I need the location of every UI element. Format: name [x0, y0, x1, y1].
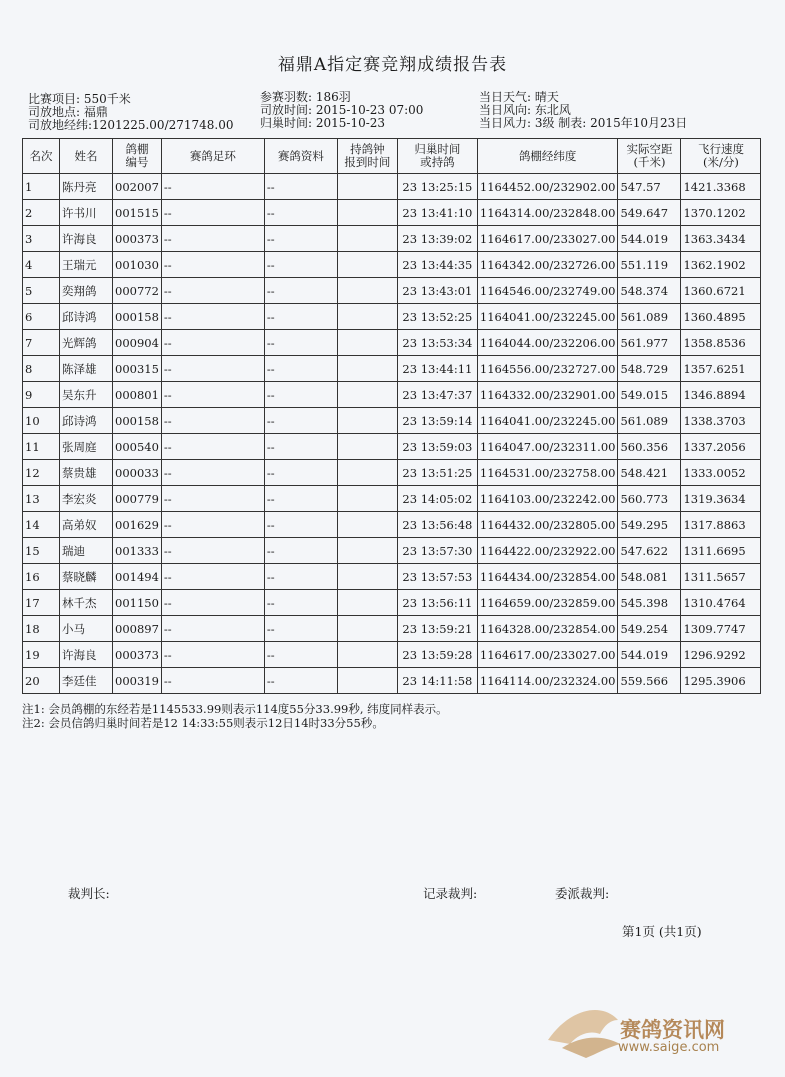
- table-row: [23, 226, 761, 252]
- table-cell: 561.089: [618, 408, 681, 434]
- table-row: [23, 408, 761, 434]
- table-cell: 1164103.00/232242.00: [477, 486, 618, 512]
- table-cell: [337, 278, 397, 304]
- note-1: 注1: 会员鸽棚的东经若是1145533.99则表示114度55分33.99秒, 纬度同样表示。: [22, 702, 448, 716]
- table-cell: --: [264, 512, 337, 538]
- table-cell: --: [161, 434, 264, 460]
- table-cell: --: [264, 278, 337, 304]
- table-cell: [337, 330, 397, 356]
- table-cell: 20: [23, 668, 60, 694]
- table-cell: 551.119: [618, 252, 681, 278]
- table-cell: 23 13:57:30: [397, 538, 477, 564]
- table-cell: 1164556.00/232727.00: [477, 356, 618, 382]
- table-row: [23, 304, 761, 330]
- table-cell: 23 13:59:28: [397, 642, 477, 668]
- table-cell: 10: [23, 408, 60, 434]
- table-cell: 23 13:39:02: [397, 226, 477, 252]
- table-row: [23, 356, 761, 382]
- table-cell: --: [264, 486, 337, 512]
- table-cell: 1317.8863: [681, 512, 761, 538]
- table-cell: 1310.4764: [681, 590, 761, 616]
- table-cell: 23 13:47:37: [397, 382, 477, 408]
- table-cell: 000033: [113, 460, 162, 486]
- table-cell: 001333: [113, 538, 162, 564]
- table-row: [23, 252, 761, 278]
- table-cell: [337, 616, 397, 642]
- table-cell: [337, 642, 397, 668]
- table-row: [23, 460, 761, 486]
- meta-item: 归巢时间: 2015-10-23: [260, 116, 386, 130]
- watermark-url: www.saige.com: [618, 1040, 720, 1055]
- table-cell: 陈丹亮: [60, 174, 113, 200]
- table-cell: 1164047.00/232311.00: [477, 434, 618, 460]
- column-header: 赛鸽资料: [264, 139, 337, 174]
- table-cell: 1358.8536: [681, 330, 761, 356]
- table-cell: 23 13:59:21: [397, 616, 477, 642]
- table-cell: 000779: [113, 486, 162, 512]
- table-cell: 16: [23, 564, 60, 590]
- table-cell: 1164546.00/232749.00: [477, 278, 618, 304]
- table-cell: 548.081: [618, 564, 681, 590]
- table-cell: 000540: [113, 434, 162, 460]
- table-cell: [337, 460, 397, 486]
- table-row: [23, 382, 761, 408]
- table-cell: 23 13:44:11: [397, 356, 477, 382]
- table-row: [23, 174, 761, 200]
- table-cell: --: [161, 668, 264, 694]
- table-cell: 560.356: [618, 434, 681, 460]
- table-cell: 光辉鸽: [60, 330, 113, 356]
- watermark-name: 赛鸽资讯网: [620, 1018, 725, 1042]
- table-cell: 23 13:53:34: [397, 330, 477, 356]
- table-cell: 18: [23, 616, 60, 642]
- table-cell: 1164328.00/232854.00: [477, 616, 618, 642]
- note-2: 注2: 会员信鸽归巢时间若是12 14:33:55则表示12日14时33分55秒。: [22, 716, 384, 730]
- table-cell: 548.729: [618, 356, 681, 382]
- table-cell: 12: [23, 460, 60, 486]
- table-cell: [337, 434, 397, 460]
- table-cell: 001150: [113, 590, 162, 616]
- table-cell: 549.647: [618, 200, 681, 226]
- table-cell: 000315: [113, 356, 162, 382]
- table-row: [23, 512, 761, 538]
- table-cell: --: [161, 356, 264, 382]
- table-cell: [337, 382, 397, 408]
- table-cell: [337, 200, 397, 226]
- table-cell: 23 13:52:25: [397, 304, 477, 330]
- table-cell: 560.773: [618, 486, 681, 512]
- table-cell: 548.421: [618, 460, 681, 486]
- table-cell: 吴东升: [60, 382, 113, 408]
- table-cell: [337, 174, 397, 200]
- table-cell: 4: [23, 252, 60, 278]
- table-cell: --: [264, 408, 337, 434]
- table-header-row: [23, 139, 761, 174]
- table-row: [23, 538, 761, 564]
- table-cell: 23 13:43:01: [397, 278, 477, 304]
- table-cell: 549.015: [618, 382, 681, 408]
- table-cell: 1333.0052: [681, 460, 761, 486]
- meta-item: 参赛羽数: 186羽: [260, 90, 351, 104]
- meta-mid: [260, 91, 423, 130]
- meta-right: [479, 91, 687, 130]
- table-cell: 23 13:25:15: [397, 174, 477, 200]
- table-cell: 545.398: [618, 590, 681, 616]
- table-cell: 23 14:11:58: [397, 668, 477, 694]
- table-row: [23, 668, 761, 694]
- table-cell: 1360.4895: [681, 304, 761, 330]
- meta-left: [28, 93, 234, 132]
- table-cell: 14: [23, 512, 60, 538]
- table-cell: 1311.6695: [681, 538, 761, 564]
- table-cell: 11: [23, 434, 60, 460]
- table-cell: 23 13:56:11: [397, 590, 477, 616]
- table-cell: 1337.2056: [681, 434, 761, 460]
- table-cell: 15: [23, 538, 60, 564]
- table-cell: 1295.3906: [681, 668, 761, 694]
- meta-item: 当日天气: 晴天: [479, 90, 559, 104]
- table-cell: 001629: [113, 512, 162, 538]
- table-cell: 19: [23, 642, 60, 668]
- table-cell: 23 13:59:03: [397, 434, 477, 460]
- table-cell: 1164617.00/233027.00: [477, 226, 618, 252]
- table-cell: 561.089: [618, 304, 681, 330]
- table-cell: 1164332.00/232901.00: [477, 382, 618, 408]
- table-cell: --: [161, 460, 264, 486]
- table-cell: 1311.5657: [681, 564, 761, 590]
- table-cell: [337, 512, 397, 538]
- table-cell: --: [161, 512, 264, 538]
- page-number: 第1页 (共1页): [622, 924, 702, 939]
- table-cell: 549.295: [618, 512, 681, 538]
- table-cell: 1357.6251: [681, 356, 761, 382]
- table-cell: --: [161, 486, 264, 512]
- table-cell: 000904: [113, 330, 162, 356]
- table-cell: 000373: [113, 226, 162, 252]
- table-cell: 1338.3703: [681, 408, 761, 434]
- meta-item: 当日风向: 东北风: [479, 103, 571, 117]
- meta-item: 司放地点: 福鼎: [28, 105, 108, 119]
- column-header: 鸽棚 编号: [113, 139, 162, 174]
- table-cell: --: [264, 304, 337, 330]
- table-cell: 瑞迪: [60, 538, 113, 564]
- table-cell: --: [161, 252, 264, 278]
- table-cell: 1309.7747: [681, 616, 761, 642]
- appointed-referee-label: 委派裁判:: [555, 886, 610, 901]
- column-header: 持鸽钟 报到时间: [337, 139, 397, 174]
- table-cell: --: [161, 174, 264, 200]
- table-cell: --: [161, 616, 264, 642]
- table-cell: 13: [23, 486, 60, 512]
- table-cell: --: [264, 668, 337, 694]
- table-cell: 陈泽雄: [60, 356, 113, 382]
- table-cell: 1363.3434: [681, 226, 761, 252]
- table-cell: [337, 356, 397, 382]
- table-cell: --: [264, 382, 337, 408]
- table-cell: [337, 226, 397, 252]
- table-cell: 000319: [113, 668, 162, 694]
- column-header: 赛鸽足环: [161, 139, 264, 174]
- table-cell: 1164041.00/232245.00: [477, 408, 618, 434]
- table-cell: 1164342.00/232726.00: [477, 252, 618, 278]
- column-header: 姓名: [60, 139, 113, 174]
- table-cell: 1360.6721: [681, 278, 761, 304]
- table-row: [23, 564, 761, 590]
- table-cell: --: [161, 304, 264, 330]
- table-cell: 001494: [113, 564, 162, 590]
- table-cell: 1: [23, 174, 60, 200]
- table-cell: 23 13:56:48: [397, 512, 477, 538]
- table-cell: 544.019: [618, 642, 681, 668]
- column-header: 名次: [23, 139, 60, 174]
- table-cell: [337, 668, 397, 694]
- table-cell: 001515: [113, 200, 162, 226]
- table-cell: 1164434.00/232854.00: [477, 564, 618, 590]
- chief-referee-label: 裁判长:: [68, 886, 110, 901]
- table-cell: 1164452.00/232902.00: [477, 174, 618, 200]
- table-cell: 000772: [113, 278, 162, 304]
- table-cell: 1164044.00/232206.00: [477, 330, 618, 356]
- table-cell: 1421.3368: [681, 174, 761, 200]
- table-cell: 1164041.00/232245.00: [477, 304, 618, 330]
- table-cell: 547.57: [618, 174, 681, 200]
- table-cell: --: [264, 460, 337, 486]
- table-cell: 奕翔鸽: [60, 278, 113, 304]
- table-cell: 1164422.00/232922.00: [477, 538, 618, 564]
- table-cell: [337, 538, 397, 564]
- table-cell: --: [264, 330, 337, 356]
- table-cell: 1164659.00/232859.00: [477, 590, 618, 616]
- table-cell: --: [161, 200, 264, 226]
- table-cell: [337, 304, 397, 330]
- table-cell: [337, 252, 397, 278]
- table-cell: --: [264, 226, 337, 252]
- table-cell: 001030: [113, 252, 162, 278]
- table-cell: 小马: [60, 616, 113, 642]
- table-cell: 1164531.00/232758.00: [477, 460, 618, 486]
- meta-item: 比赛项目: 550千米: [28, 92, 131, 106]
- table-cell: 23 13:41:10: [397, 200, 477, 226]
- table-cell: 3: [23, 226, 60, 252]
- table-cell: 1164432.00/232805.00: [477, 512, 618, 538]
- table-cell: 张周庭: [60, 434, 113, 460]
- meta-item: 司放时间: 2015-10-23 07:00: [260, 103, 424, 117]
- table-cell: [337, 486, 397, 512]
- notes: [22, 702, 448, 730]
- table-cell: 559.566: [618, 668, 681, 694]
- table-cell: 高弟奴: [60, 512, 113, 538]
- table-cell: 6: [23, 304, 60, 330]
- table-cell: --: [161, 564, 264, 590]
- table-cell: --: [264, 616, 337, 642]
- table-cell: 许海良: [60, 226, 113, 252]
- report-title: 福鼎A指定赛竞翔成绩报告表: [277, 55, 508, 75]
- table-cell: --: [161, 642, 264, 668]
- table-cell: 2: [23, 200, 60, 226]
- table-cell: --: [264, 538, 337, 564]
- table-cell: 23 13:44:35: [397, 252, 477, 278]
- table-cell: 000158: [113, 408, 162, 434]
- table-cell: 林千杰: [60, 590, 113, 616]
- table-row: [23, 616, 761, 642]
- table-cell: 5: [23, 278, 60, 304]
- table-cell: 9: [23, 382, 60, 408]
- table-cell: 000801: [113, 382, 162, 408]
- table-cell: 王瑞元: [60, 252, 113, 278]
- table-body: [23, 174, 761, 694]
- table-cell: 邱诗鸿: [60, 408, 113, 434]
- meta-item: 司放地经纬:1201225.00/271748.00: [28, 118, 234, 132]
- table-cell: 1164617.00/233027.00: [477, 642, 618, 668]
- table-cell: 许海良: [60, 642, 113, 668]
- table-cell: 548.374: [618, 278, 681, 304]
- table-cell: --: [161, 590, 264, 616]
- table-cell: 7: [23, 330, 60, 356]
- table-cell: 1319.3634: [681, 486, 761, 512]
- table-cell: 23 13:51:25: [397, 460, 477, 486]
- results-table: [22, 138, 761, 694]
- table-cell: 000158: [113, 304, 162, 330]
- table-row: [23, 486, 761, 512]
- table-cell: --: [161, 226, 264, 252]
- table-cell: 1164114.00/232324.00: [477, 668, 618, 694]
- table-cell: --: [264, 564, 337, 590]
- table-cell: 李宏炎: [60, 486, 113, 512]
- table-cell: 23 13:59:14: [397, 408, 477, 434]
- table-cell: 000373: [113, 642, 162, 668]
- table-cell: --: [264, 434, 337, 460]
- table-cell: 544.019: [618, 226, 681, 252]
- table-cell: 1296.9292: [681, 642, 761, 668]
- table-cell: --: [161, 278, 264, 304]
- table-cell: --: [264, 252, 337, 278]
- table-cell: [337, 408, 397, 434]
- table-cell: 许书川: [60, 200, 113, 226]
- column-header: 飞行速度 (米/分): [681, 139, 761, 174]
- column-header: 鸽棚经纬度: [477, 139, 618, 174]
- table-cell: --: [161, 538, 264, 564]
- table-cell: 000897: [113, 616, 162, 642]
- table-cell: 蔡贵雄: [60, 460, 113, 486]
- table-row: [23, 278, 761, 304]
- table-row: [23, 434, 761, 460]
- column-header: 归巢时间 或持鸽: [397, 139, 477, 174]
- table-cell: --: [264, 642, 337, 668]
- table-cell: 邱诗鸿: [60, 304, 113, 330]
- table-cell: [337, 564, 397, 590]
- table-cell: 1346.8894: [681, 382, 761, 408]
- table-cell: 1370.1202: [681, 200, 761, 226]
- recorder-referee-label: 记录裁判:: [423, 886, 478, 901]
- table-cell: 002007: [113, 174, 162, 200]
- table-cell: [337, 590, 397, 616]
- table-cell: 561.977: [618, 330, 681, 356]
- table-cell: --: [161, 330, 264, 356]
- table-row: [23, 330, 761, 356]
- table-cell: 1164314.00/232848.00: [477, 200, 618, 226]
- table-cell: 8: [23, 356, 60, 382]
- meta-item: 当日风力: 3级 制表: 2015年10月23日: [479, 116, 688, 130]
- table-row: [23, 642, 761, 668]
- table-row: [23, 200, 761, 226]
- table-cell: --: [264, 590, 337, 616]
- table-cell: 23 13:57:53: [397, 564, 477, 590]
- table-cell: --: [264, 200, 337, 226]
- column-header: 实际空距 (千米): [618, 139, 681, 174]
- table-cell: 547.622: [618, 538, 681, 564]
- table-cell: --: [264, 356, 337, 382]
- table-cell: 李廷佳: [60, 668, 113, 694]
- table-cell: 1362.1902: [681, 252, 761, 278]
- table-cell: --: [161, 408, 264, 434]
- table-cell: --: [161, 382, 264, 408]
- table-row: [23, 590, 761, 616]
- table-cell: 549.254: [618, 616, 681, 642]
- table-cell: 23 14:05:02: [397, 486, 477, 512]
- table-cell: --: [264, 174, 337, 200]
- table-cell: 蔡晓麟: [60, 564, 113, 590]
- table-cell: 17: [23, 590, 60, 616]
